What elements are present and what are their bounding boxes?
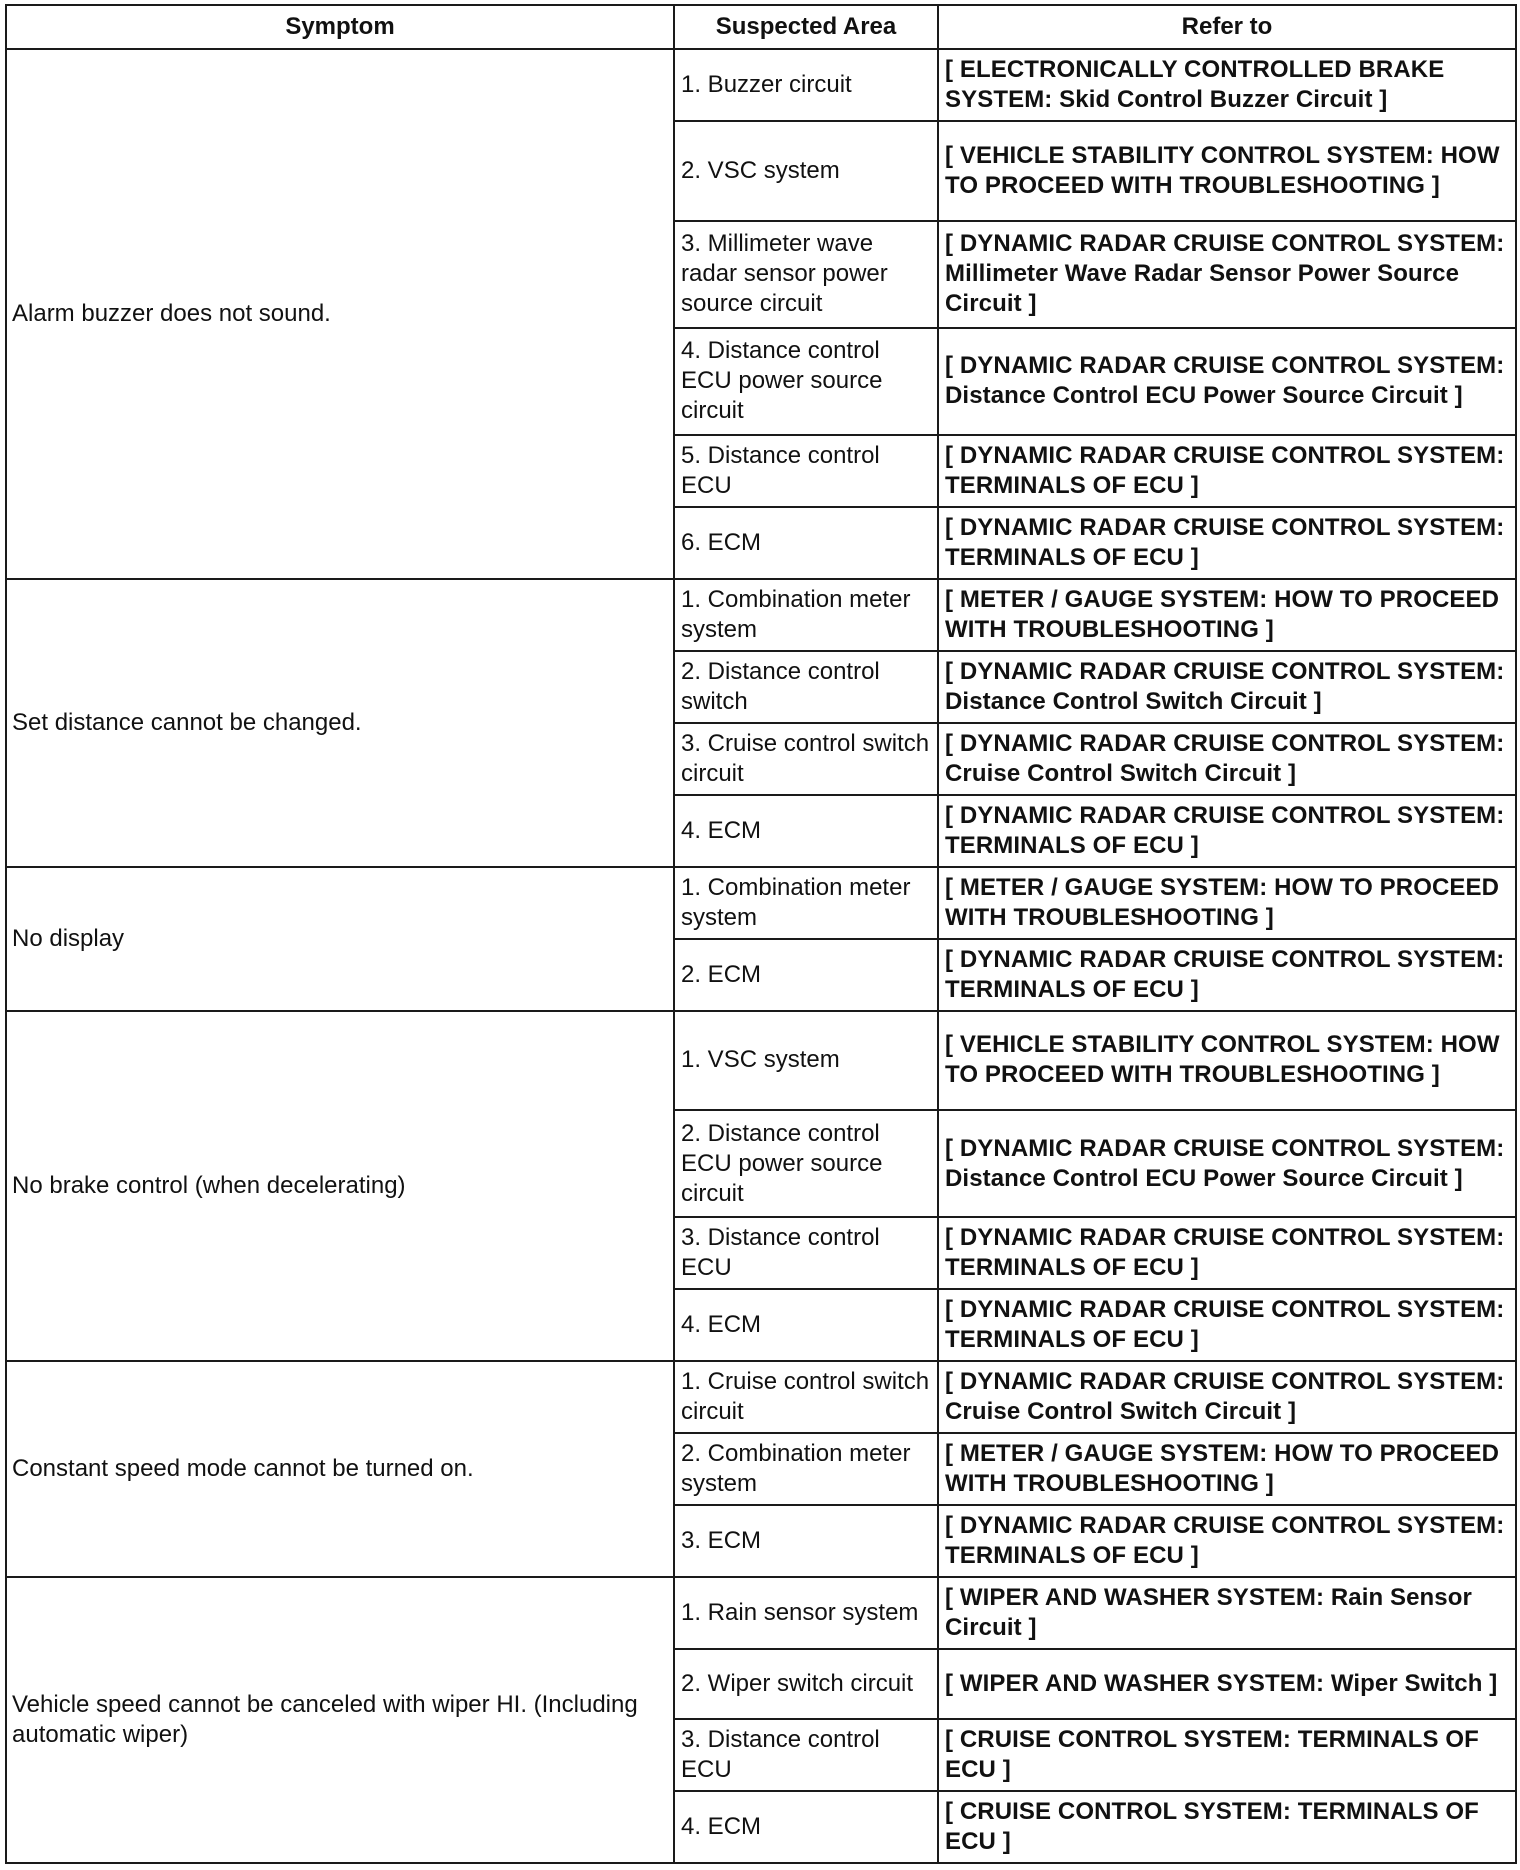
refer-to-cell: [ DYNAMIC RADAR CRUISE CONTROL SYSTEM: Distance Control ECU Power Source Circuit ] [938, 328, 1516, 435]
table-row [6, 1361, 1516, 1433]
troubleshooting-sheet [5, 4, 1515, 1864]
table-row [6, 1011, 1516, 1111]
suspected-area-cell: 1. Combination meter system [674, 867, 938, 939]
refer-to-cell: [ CRUISE CONTROL SYSTEM: TERMINALS OF ECU ] [938, 1791, 1516, 1863]
table-body [6, 49, 1516, 1863]
header-suspected-area: Suspected Area [674, 5, 938, 49]
suspected-area-cell: 3. Millimeter wave radar sensor power source circuit [674, 221, 938, 328]
refer-to-cell: [ VEHICLE STABILITY CONTROL SYSTEM: HOW TO PROCEED WITH TROUBLESHOOTING ] [938, 1011, 1516, 1111]
header-row [6, 5, 1516, 49]
suspected-area-cell: 1. Buzzer circuit [674, 49, 938, 121]
suspected-area-cell: 4. ECM [674, 1791, 938, 1863]
refer-to-cell: [ WIPER AND WASHER SYSTEM: Rain Sensor Circuit ] [938, 1577, 1516, 1649]
suspected-area-cell: 3. Distance control ECU [674, 1719, 938, 1791]
refer-to-cell: [ DYNAMIC RADAR CRUISE CONTROL SYSTEM: TERMINALS OF ECU ] [938, 939, 1516, 1011]
refer-to-cell: [ DYNAMIC RADAR CRUISE CONTROL SYSTEM: Distance Control ECU Power Source Circuit ] [938, 1110, 1516, 1217]
table-row [6, 49, 1516, 121]
symptom-cell: No display [6, 867, 674, 1011]
refer-to-cell: [ ELECTRONICALLY CONTROLLED BRAKE SYSTEM: Skid Control Buzzer Circuit ] [938, 49, 1516, 121]
suspected-area-cell: 2. VSC system [674, 121, 938, 221]
suspected-area-cell: 2. Distance control ECU power source circuit [674, 1110, 938, 1217]
refer-to-cell: [ METER / GAUGE SYSTEM: HOW TO PROCEED WITH TROUBLESHOOTING ] [938, 1433, 1516, 1505]
symptom-cell: Alarm buzzer does not sound. [6, 49, 674, 579]
suspected-area-cell: 2. Distance control switch [674, 651, 938, 723]
header-refer-to: Refer to [938, 5, 1516, 49]
refer-to-cell: [ CRUISE CONTROL SYSTEM: TERMINALS OF ECU ] [938, 1719, 1516, 1791]
suspected-area-cell: 2. ECM [674, 939, 938, 1011]
suspected-area-cell: 4. Distance control ECU power source circuit [674, 328, 938, 435]
header-symptom: Symptom [6, 5, 674, 49]
refer-to-cell: [ DYNAMIC RADAR CRUISE CONTROL SYSTEM: TERMINALS OF ECU ] [938, 507, 1516, 579]
refer-to-cell: [ METER / GAUGE SYSTEM: HOW TO PROCEED WITH TROUBLESHOOTING ] [938, 867, 1516, 939]
suspected-area-cell: 4. ECM [674, 795, 938, 867]
refer-to-cell: [ DYNAMIC RADAR CRUISE CONTROL SYSTEM: TERMINALS OF ECU ] [938, 1505, 1516, 1577]
suspected-area-cell: 2. Wiper switch circuit [674, 1649, 938, 1719]
table-row [6, 579, 1516, 651]
table-row [6, 867, 1516, 939]
suspected-area-cell: 1. VSC system [674, 1011, 938, 1111]
symptom-cell: Vehicle speed cannot be canceled with wiper HI. (Including automatic wiper) [6, 1577, 674, 1863]
suspected-area-cell: 1. Rain sensor system [674, 1577, 938, 1649]
refer-to-cell: [ DYNAMIC RADAR CRUISE CONTROL SYSTEM: Cruise Control Switch Circuit ] [938, 723, 1516, 795]
refer-to-cell: [ WIPER AND WASHER SYSTEM: Wiper Switch ] [938, 1649, 1516, 1719]
symptom-table [5, 4, 1517, 1864]
refer-to-cell: [ DYNAMIC RADAR CRUISE CONTROL SYSTEM: Cruise Control Switch Circuit ] [938, 1361, 1516, 1433]
suspected-area-cell: 1. Combination meter system [674, 579, 938, 651]
refer-to-cell: [ METER / GAUGE SYSTEM: HOW TO PROCEED WITH TROUBLESHOOTING ] [938, 579, 1516, 651]
symptom-cell: Constant speed mode cannot be turned on. [6, 1361, 674, 1577]
suspected-area-cell: 3. ECM [674, 1505, 938, 1577]
symptom-cell: No brake control (when decelerating) [6, 1011, 674, 1362]
refer-to-cell: [ DYNAMIC RADAR CRUISE CONTROL SYSTEM: TERMINALS OF ECU ] [938, 1217, 1516, 1289]
refer-to-cell: [ VEHICLE STABILITY CONTROL SYSTEM: HOW TO PROCEED WITH TROUBLESHOOTING ] [938, 121, 1516, 221]
refer-to-cell: [ DYNAMIC RADAR CRUISE CONTROL SYSTEM: TERMINALS OF ECU ] [938, 1289, 1516, 1361]
suspected-area-cell: 1. Cruise control switch circuit [674, 1361, 938, 1433]
refer-to-cell: [ DYNAMIC RADAR CRUISE CONTROL SYSTEM: TERMINALS OF ECU ] [938, 435, 1516, 507]
suspected-area-cell: 3. Distance control ECU [674, 1217, 938, 1289]
refer-to-cell: [ DYNAMIC RADAR CRUISE CONTROL SYSTEM: Millimeter Wave Radar Sensor Power Source Circuit ] [938, 221, 1516, 328]
suspected-area-cell: 3. Cruise control switch circuit [674, 723, 938, 795]
refer-to-cell: [ DYNAMIC RADAR CRUISE CONTROL SYSTEM: Distance Control Switch Circuit ] [938, 651, 1516, 723]
suspected-area-cell: 5. Distance control ECU [674, 435, 938, 507]
suspected-area-cell: 2. Combination meter system [674, 1433, 938, 1505]
suspected-area-cell: 4. ECM [674, 1289, 938, 1361]
refer-to-cell: [ DYNAMIC RADAR CRUISE CONTROL SYSTEM: TERMINALS OF ECU ] [938, 795, 1516, 867]
symptom-cell: Set distance cannot be changed. [6, 579, 674, 867]
table-row [6, 1577, 1516, 1649]
suspected-area-cell: 6. ECM [674, 507, 938, 579]
